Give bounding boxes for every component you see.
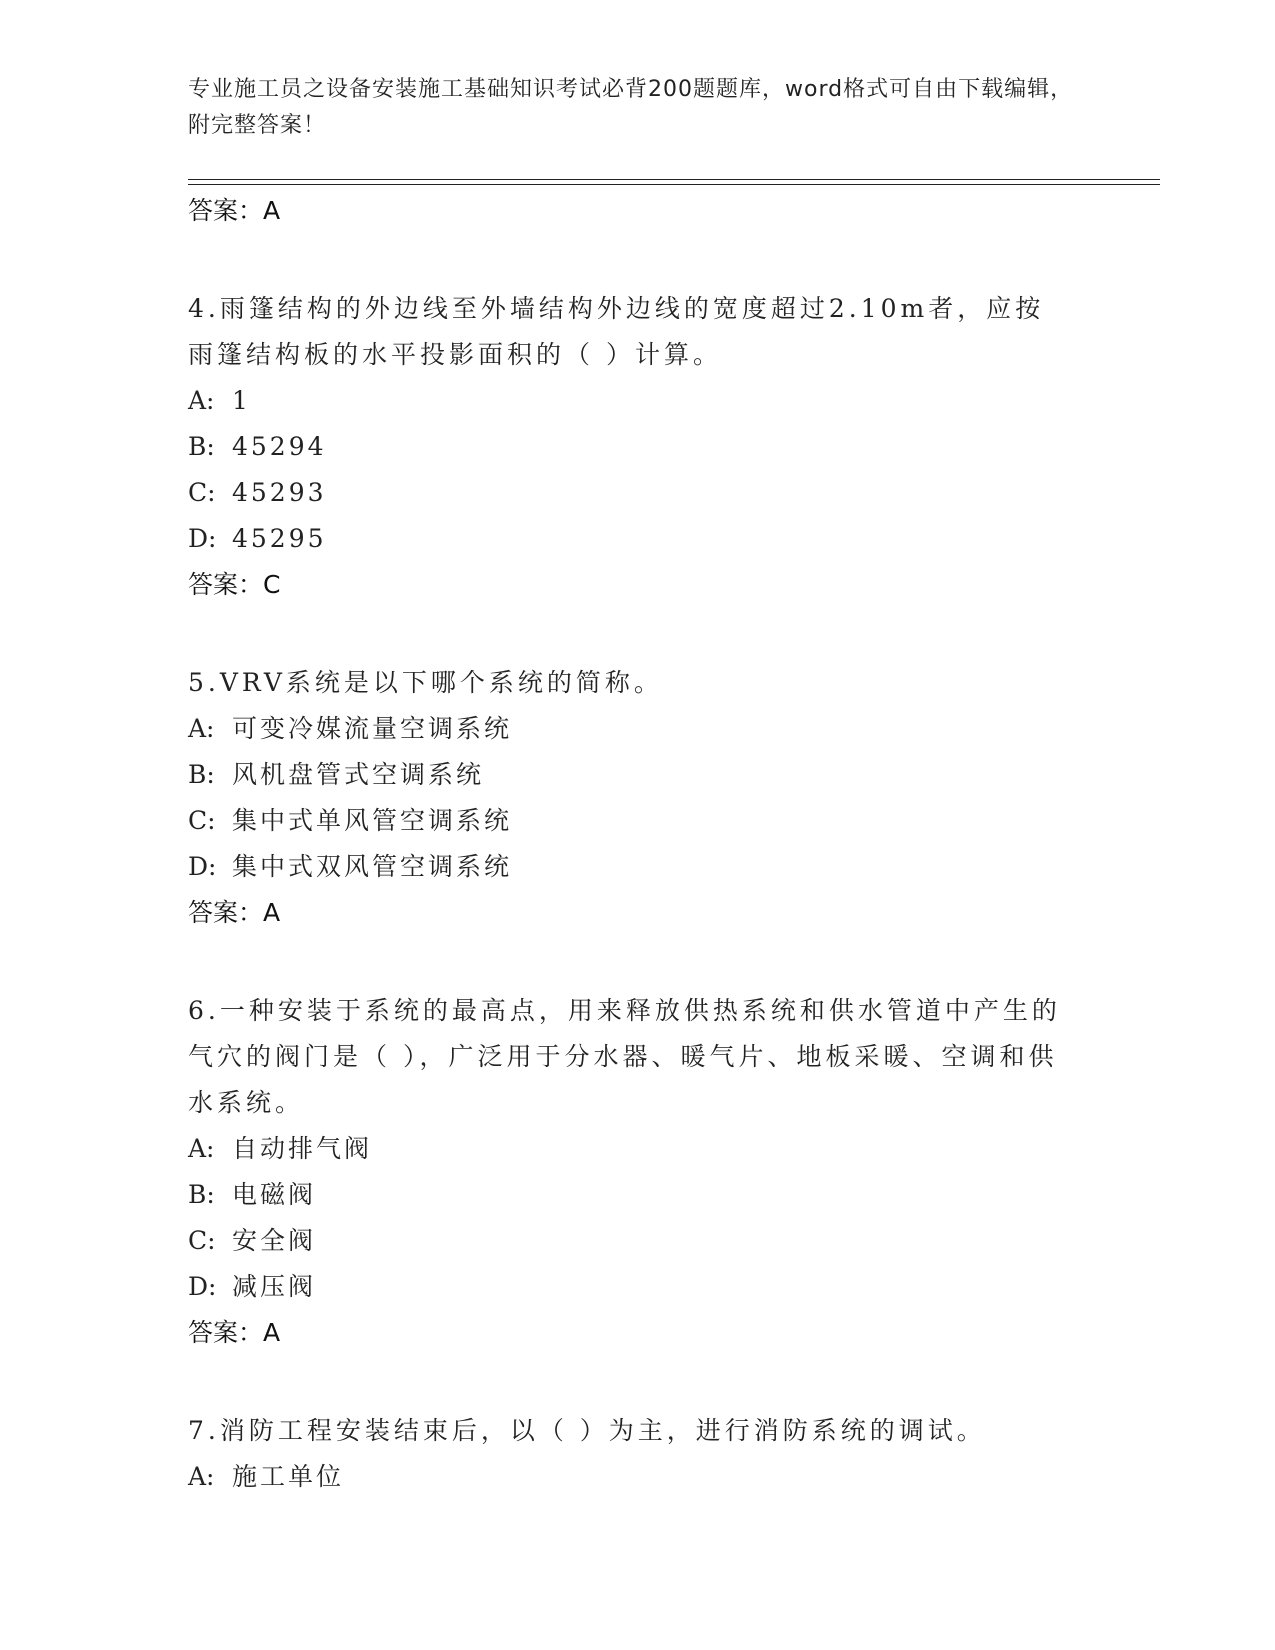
header-divider-bottom xyxy=(188,184,1160,185)
question-list xyxy=(188,188,1088,1500)
answer-line: 答案：C xyxy=(188,570,281,599)
option-a xyxy=(188,1454,1088,1500)
option-a xyxy=(188,1126,1088,1172)
option-d xyxy=(188,844,1088,890)
option-letter: C: xyxy=(188,806,216,835)
option-a xyxy=(188,706,1088,752)
option-text: 45294 xyxy=(232,432,327,461)
option-text: 集中式单风管空调系统 xyxy=(232,806,513,835)
option-letter: D: xyxy=(188,852,217,881)
option-letter: B: xyxy=(188,432,215,461)
option-letter: D: xyxy=(188,524,217,553)
option-c xyxy=(188,798,1088,844)
option-b xyxy=(188,424,1088,470)
option-letter: C: xyxy=(188,1226,216,1255)
option-letter: D: xyxy=(188,1272,217,1301)
option-text: 可变冷媒流量空调系统 xyxy=(232,714,513,743)
header-divider-top xyxy=(188,179,1160,180)
option-b xyxy=(188,1172,1088,1218)
option-letter: A: xyxy=(188,1134,215,1163)
question-text: 4.雨篷结构的外边线至外墙结构外边线的宽度超过2.10m者，应按雨篷结构板的水平投影面积的（ ）计算。 xyxy=(188,294,1045,369)
answer-line: 答案：A xyxy=(188,1318,281,1347)
question-text: 5.VRV系统是以下哪个系统的简称。 xyxy=(188,668,663,697)
question-text: 7.消防工程安装结束后，以（ ）为主，进行消防系统的调试。 xyxy=(188,1416,986,1445)
option-text: 风机盘管式空调系统 xyxy=(232,760,485,789)
option-letter: A: xyxy=(188,386,215,415)
option-text: 减压阀 xyxy=(232,1272,317,1301)
option-d xyxy=(188,516,1088,562)
option-letter: C: xyxy=(188,478,216,507)
option-text: 自动排气阀 xyxy=(232,1134,373,1163)
option-b xyxy=(188,752,1088,798)
option-text: 45293 xyxy=(232,478,327,507)
option-text: 电磁阀 xyxy=(232,1180,317,1209)
answer-line: 答案：A xyxy=(188,196,281,225)
answer-line: 答案：A xyxy=(188,898,281,927)
page-header-title: 专业施工员之设备安装施工基础知识考试必背200题题库，word格式可自由下载编辑，附完整答案！ xyxy=(188,77,1074,138)
option-letter: B: xyxy=(188,1180,215,1209)
option-text: 1 xyxy=(232,386,251,415)
option-text: 45295 xyxy=(232,524,327,553)
option-letter: A: xyxy=(188,714,215,743)
option-text: 安全阀 xyxy=(232,1226,317,1255)
option-text: 集中式双风管空调系统 xyxy=(232,852,513,881)
option-text: 施工单位 xyxy=(232,1462,345,1491)
option-c xyxy=(188,470,1088,516)
option-letter: A: xyxy=(188,1462,215,1491)
option-letter: B: xyxy=(188,760,215,789)
question-text: 6.一种安装于系统的最高点，用来释放供热系统和供水管道中产生的气穴的阀门是（ ），广泛用于分水器、暖气片、地板采暖、空调和供水系统。 xyxy=(188,996,1061,1117)
option-c xyxy=(188,1218,1088,1264)
option-d xyxy=(188,1264,1088,1310)
option-a xyxy=(188,378,1088,424)
